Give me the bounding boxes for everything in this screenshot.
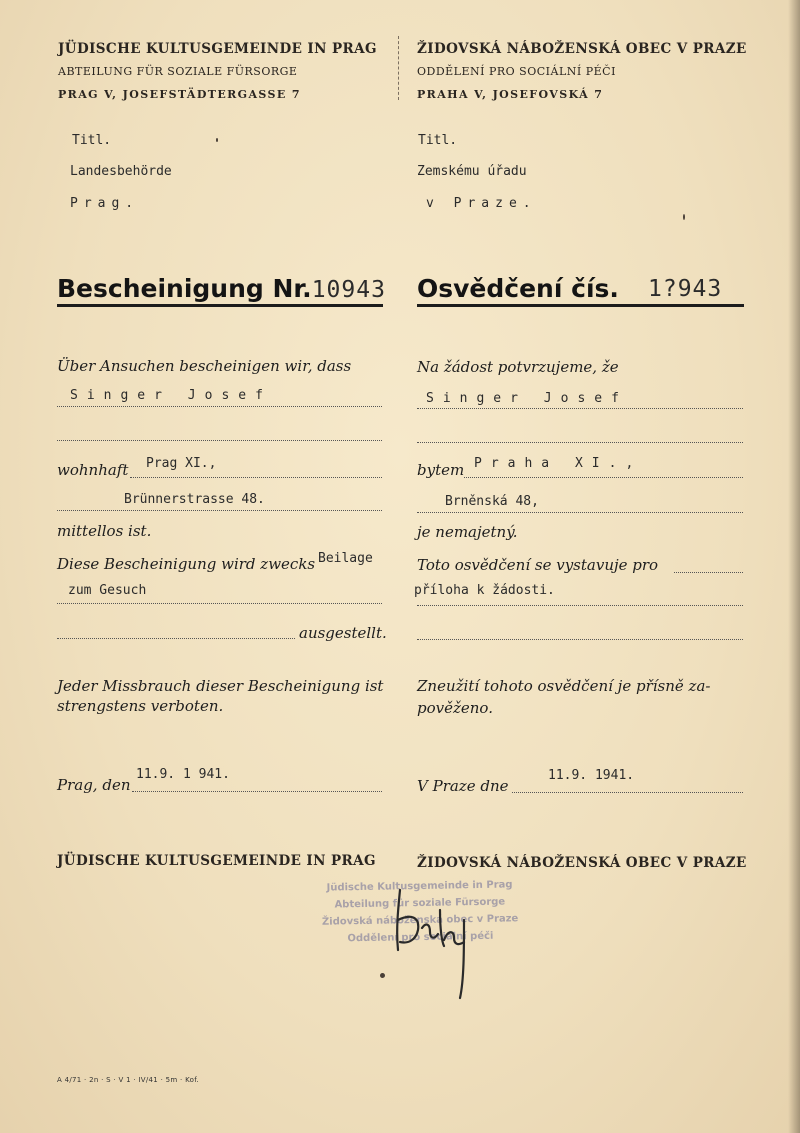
left-purpose-line	[57, 603, 382, 604]
right-date-line	[512, 792, 743, 793]
left-place-date-label: Prag, den	[57, 776, 131, 794]
header-right-dept: ODDĚLENÍ PRO SOCIÁLNÍ PÉČI	[417, 65, 616, 78]
title-rule-right	[417, 304, 744, 307]
ink-speck	[683, 214, 685, 220]
left-status: mittellos ist.	[57, 522, 152, 540]
left-residence-line2-rule	[57, 510, 382, 511]
right-name-line	[417, 408, 743, 409]
certificate-title-de-label: Bescheinigung Nr.	[57, 274, 312, 303]
paper-edge-shadow	[788, 0, 800, 1133]
header-left-address: PRAG V, JOSEFSTÄDTERGASSE 7	[58, 88, 301, 101]
stamp-line-2: Abteilung für soziale Fürsorge	[334, 896, 506, 911]
ink-speck	[216, 138, 218, 142]
left-purpose-label: Diese Bescheinigung wird zwecks	[57, 555, 316, 573]
certificate-title-cz-label: Osvědčení čís.	[417, 274, 619, 303]
right-date: 11.9. 1941.	[548, 768, 635, 783]
stamp-line-4: Oddělení pro sociální péči	[347, 930, 494, 945]
print-code: A 4/71 · 2n · S · V 1 · IV/41 · 5m · Kof.	[57, 1076, 199, 1084]
right-purpose-value: příloha k žádosti.	[414, 583, 555, 598]
left-residence-line1: Prag XI.,	[146, 456, 217, 471]
right-status: je nemajetný.	[417, 523, 518, 541]
header-right-address: PRAHA V, JOSEFOVSKÁ 7	[417, 88, 604, 101]
header-left-dept: ABTEILUNG FÜR SOZIALE FÜRSORGE	[58, 65, 298, 78]
column-divider	[398, 36, 400, 100]
left-intro: Über Ansuchen bescheinigen wir, dass	[57, 357, 352, 375]
footer-right-org: ŽIDOVSKÁ NÁBOŽENSKÁ OBEC V PRAZE	[417, 855, 747, 871]
signature	[360, 870, 490, 1010]
addressee-left-title: Titl.	[72, 133, 112, 148]
right-purpose-label: Toto osvědčení se vystavuje pro	[417, 556, 659, 574]
right-warning-1: Zneužití tohoto osvědčení je přísně za-	[417, 677, 711, 695]
certificate-number-de: 10943	[311, 277, 386, 303]
right-residence-line1: Praha XI.,	[474, 456, 643, 471]
right-place-date-label: V Praze dne	[417, 777, 509, 795]
header-right-org: ŽIDOVSKÁ NÁBOŽENSKÁ OBEC V PRAZE	[417, 41, 747, 57]
right-blank-line	[417, 442, 743, 443]
left-blank-line	[57, 440, 382, 441]
left-issued: ausgestellt.	[299, 624, 387, 642]
right-purpose-line2	[417, 605, 743, 606]
left-date: 11.9. 1 941.	[136, 767, 230, 782]
right-residence-line2: Brněnská 48,	[445, 494, 539, 509]
left-date-line	[132, 791, 382, 792]
left-warning-2: strengstens verboten.	[57, 697, 224, 715]
addressee-right-title: Titl.	[418, 133, 458, 148]
ink-speck	[380, 973, 385, 978]
certificate-title-cz	[417, 274, 619, 303]
left-purpose-value1: Beilage	[318, 551, 373, 566]
header-left-org: JÜDISCHE KULTUSGEMEINDE IN PRAG	[58, 41, 377, 57]
stamp-line-3: Židovská náboženská obec v Praze	[321, 913, 519, 928]
right-purpose-line1	[674, 572, 743, 573]
right-residence-line1-rule	[464, 477, 743, 478]
left-residence-line1-rule	[130, 477, 382, 478]
title-rule-left	[57, 304, 383, 307]
right-residence-line2-rule	[417, 512, 743, 513]
right-residence-label: bytem	[417, 461, 465, 479]
footer-left-org: JÜDISCHE KULTUSGEMEINDE IN PRAG	[57, 853, 376, 869]
right-intro: Na žádost potvrzujeme, že	[417, 358, 619, 376]
left-residence-label: wohnhaft	[57, 461, 129, 479]
stamp-line-1: Jüdische Kultusgemeinde in Prag	[326, 879, 513, 894]
addressee-left-city: Prag.	[70, 196, 140, 211]
left-name-line	[57, 406, 382, 407]
addressee-right-city: v Praze.	[426, 196, 537, 211]
left-name: Singer Josef	[70, 388, 272, 403]
right-purpose-line3	[417, 639, 743, 640]
left-residence-line2: Brünnerstrasse 48.	[124, 492, 265, 507]
certificate-title-de	[57, 274, 386, 303]
right-name: Singer Josef	[426, 391, 628, 406]
left-purpose-value2: zum Gesuch	[68, 583, 147, 598]
certificate-number-cz: 1?943	[648, 276, 723, 302]
left-warning-1: Jeder Missbrauch dieser Bescheinigung ist	[57, 677, 384, 695]
addressee-right-office: Zemskému úřadu	[417, 164, 527, 179]
right-warning-2: pověženo.	[417, 699, 493, 717]
left-purpose-line2	[57, 638, 295, 639]
addressee-left-office: Landesbehörde	[70, 164, 172, 179]
